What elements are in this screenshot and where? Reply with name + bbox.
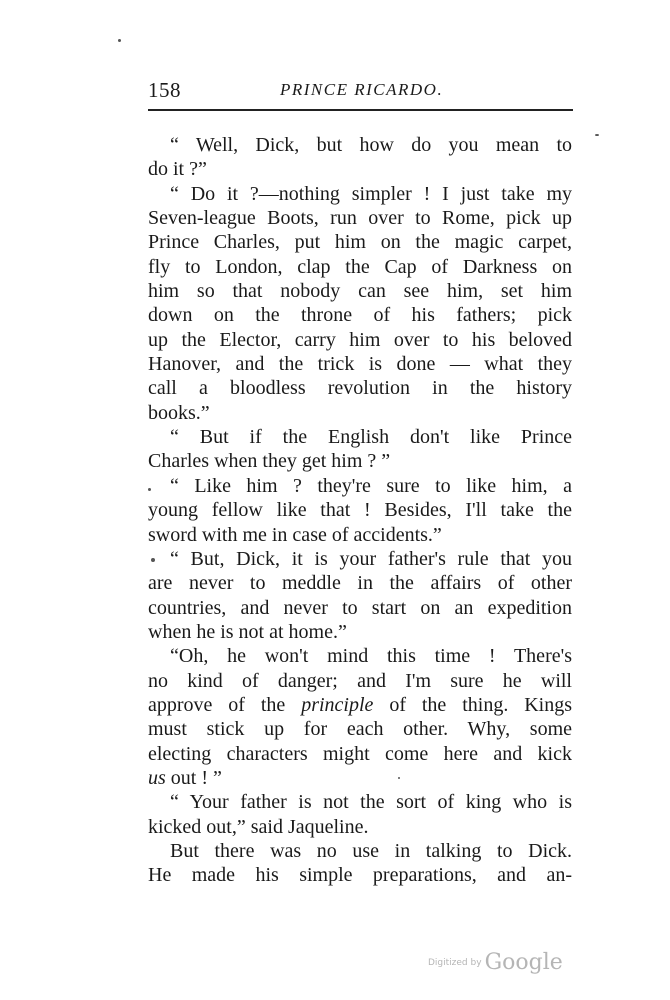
page-number: 158 xyxy=(148,78,181,102)
text-line: sword with me in case of accidents.” xyxy=(148,523,442,546)
text-line: Hanover, and the trick is done — what they xyxy=(148,353,572,376)
text-line: up the Elector, carry him over to his beloved xyxy=(148,328,572,351)
running-title: PRINCE RICARDO. xyxy=(280,80,444,99)
digitized-by-google-watermark xyxy=(428,950,563,975)
text-line: “Oh, he won't mind this time ! There's xyxy=(170,645,572,668)
text-line: countries, and never to start on an expedition xyxy=(148,596,572,619)
text-line: But there was no use in talking to Dick. xyxy=(170,839,572,862)
scan-speck xyxy=(398,777,400,779)
header-rule xyxy=(148,109,573,111)
text-line: “ Well, Dick, but how do you mean to xyxy=(170,134,572,156)
text-line: him so that nobody can see him, set him xyxy=(148,280,572,303)
text-line: He made his simple preparations, and an- xyxy=(148,864,572,887)
text-line: “ Your father is not the sort of king who is xyxy=(170,791,572,814)
text-line: “ But, Dick, it is your father's rule that you xyxy=(170,547,572,570)
text-line: electing characters might come here and kick xyxy=(148,742,572,765)
text-line: fly to London, clap the Cap of Darkness on xyxy=(148,255,572,278)
watermark-prefix: Digitized by xyxy=(428,958,482,968)
scan-speck xyxy=(151,558,155,562)
body-text xyxy=(148,133,572,888)
google-logo: Google xyxy=(484,950,563,975)
scan-speck xyxy=(148,488,151,491)
text-line: kicked out,” said Jaqueline. xyxy=(148,815,369,838)
text-line: Prince Charles, put him on the magic carpet, xyxy=(148,231,572,254)
text-line: are never to meddle in the affairs of other xyxy=(148,572,572,595)
text-line: approve of the principle of the thing. Kings xyxy=(148,693,572,716)
text-line: books.” xyxy=(148,401,210,424)
text-line: do it ?” xyxy=(148,158,207,181)
text-line: Seven-league Boots, run over to Rome, pick up xyxy=(148,207,572,230)
text-line: Charles when they get him ? ” xyxy=(148,450,391,473)
text-line: when he is not at home.” xyxy=(148,620,347,643)
text-line: “ Like him ? they're sure to like him, a xyxy=(170,474,572,497)
text-line: down on the throne of his fathers; pick xyxy=(148,304,572,327)
text-line: must stick up for each other. Why, some xyxy=(148,718,572,741)
page-header xyxy=(148,78,572,104)
text-line: young fellow like that ! Besides, I'll take the xyxy=(148,499,572,522)
text-line: us out ! ” xyxy=(148,766,222,789)
text-line: “ Do it ?—nothing simpler ! I just take my xyxy=(170,182,572,205)
text-line: no kind of danger; and I'm sure he will xyxy=(148,669,572,692)
text-line: call a bloodless revolution in the history xyxy=(148,377,572,400)
text-line: “ But if the English don't like Prince xyxy=(170,426,572,449)
scan-speck xyxy=(118,39,121,42)
scan-speck xyxy=(595,134,599,136)
